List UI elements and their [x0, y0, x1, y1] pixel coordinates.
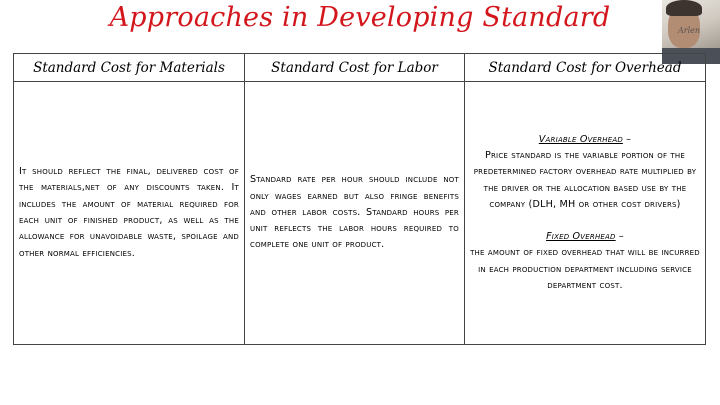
header-overhead: Standard Cost for Overhead	[465, 54, 706, 82]
variable-overhead-text: Price standard is the variable portion of the predetermined factory overhead rate multiplied by the driver or the allocation based use by the company (DLH, MH or other cost drivers)	[473, 149, 697, 210]
variable-overhead-title	[470, 132, 700, 148]
overhead-cell	[465, 82, 706, 345]
labor-cell: Standard rate per hour should include not only wages earned but also fringe benefits and other labor costs. Standard hours per unit reflects the labor hours required to complete one unit of product.	[245, 82, 465, 345]
variable-overhead-heading: Variable Overhead	[538, 133, 623, 145]
paragraph-gap	[470, 213, 700, 229]
header-labor: Standard Cost for Labor	[245, 54, 465, 82]
fixed-overhead-dash: –	[615, 231, 624, 243]
fixed-overhead-text: the amount of fixed overhead that will be incurred in each production department including service department cost.	[470, 247, 700, 292]
table-body-row	[14, 82, 706, 345]
fixed-overhead-heading: Fixed Overhead	[546, 231, 616, 243]
fixed-overhead-title	[470, 229, 700, 245]
table-header-row	[14, 54, 706, 82]
materials-cell: It should reflect the final, delivered cost of the materials,net of any discounts taken. It includes the amount of material required for each unit of finished product, as well as the allowance for unavoidable waste, spoilage and other normal efficiencies.	[14, 82, 245, 345]
standards-table	[13, 53, 706, 345]
header-materials: Standard Cost for Materials	[14, 54, 245, 82]
presenter-hair	[666, 0, 702, 16]
slide-title: Approaches in Developing Standard	[109, 2, 611, 33]
variable-overhead-dash: –	[622, 133, 632, 145]
presenter-signature: Arlen	[678, 26, 701, 35]
